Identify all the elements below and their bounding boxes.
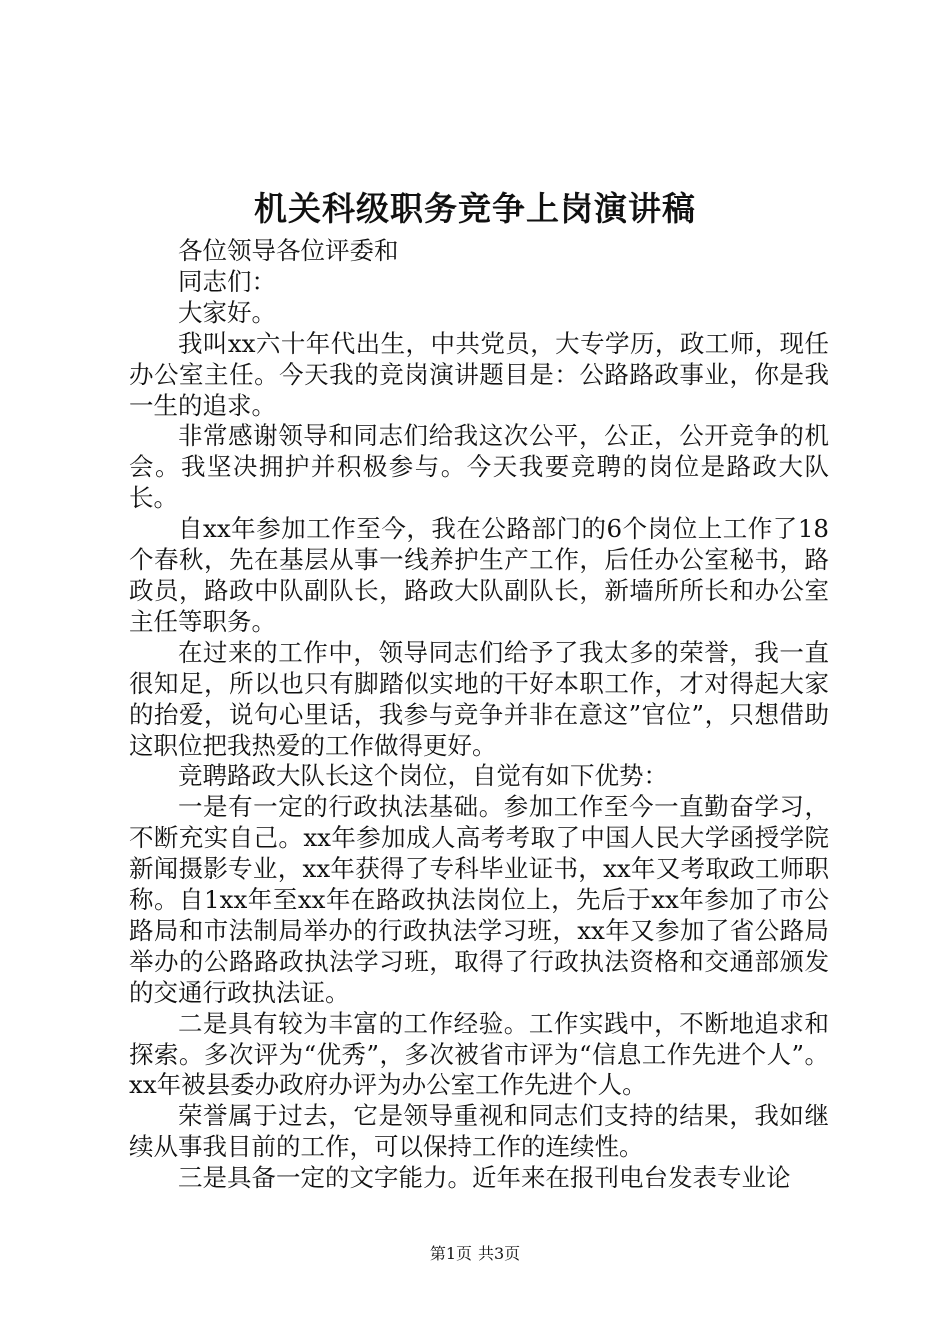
greeting: 大家好。 xyxy=(178,297,276,327)
salutation-line-2: 同志们： xyxy=(178,266,276,296)
paragraph: 自xx年参加工作至今，我在公路部门的6个岗位上工作了18个春秋，先在基层从事一线养护生产工作，后任办公室秘书，路政员，路政中队副队长，路政大队副队长，新墙所所长和办公室主任等职务。 xyxy=(129,514,829,636)
paragraph: 非常感谢领导和同志们给我这次公平，公正，公开竞争的机会。我坚决拥护并积极参与。今天我要竞聘的岗位是路政大队长。 xyxy=(129,421,829,513)
document-title: 机关科级职务竞争上岗演讲稿 xyxy=(254,189,696,228)
page-number: 第1页 xyxy=(429,1244,472,1263)
page-total: 共3页 xyxy=(478,1244,521,1263)
paragraph: 竞聘路政大队长这个岗位，自觉有如下优势： xyxy=(178,761,668,791)
paragraph: 二是具有较为丰富的工作经验。工作实践中，不断地追求和探索。多次评为“优秀”，多次被省市评为“信息工作先进个人”。xx年被县委办政府办评为办公室工作先进个人。 xyxy=(129,1008,829,1100)
paragraph: 三是具备一定的文字能力。近年来在报刊电台发表专业论 xyxy=(178,1163,791,1193)
document-body xyxy=(129,236,829,1194)
page-footer xyxy=(0,1242,950,1266)
salutation-line-1: 各位领导各位评委和 xyxy=(178,236,399,265)
paragraph: 我叫xx六十年代出生，中共党员，大专学历，政工师，现任办公室主任。今天我的竞岗演讲题目是：公路路政事业，你是我一生的追求。 xyxy=(129,328,829,420)
paragraph: 一是有一定的行政执法基础。参加工作至今一直勤奋学习，不断充实自己。xx年参加成人高考考取了中国人民大学函授学院新闻摄影专业，xx年获得了专科毕业证书，xx年又考取政工师职称。自1xx年至xx年在路政执法岗位上，先后于xx年参加了市公路局和市法制局举办的行政执法学习班，xx年又参加了省公路局举办的公路路政执法学习班，取得了行政执法资格和交通部颁发的交通行政执法证。 xyxy=(129,792,829,1007)
paragraph: 荣誉属于过去，它是领导重视和同志们支持的结果，我如继续从事我目前的工作，可以保持工作的连续性。 xyxy=(129,1101,829,1162)
paragraph: 在过来的工作中，领导同志们给予了我太多的荣誉，我一直很知足，所以也只有脚踏似实地的干好本职工作，才对得起大家的抬爱，说句心里话，我参与竞争并非在意这”官位”，只想借助这职位把我热爱的工作做得更好。 xyxy=(129,637,829,760)
